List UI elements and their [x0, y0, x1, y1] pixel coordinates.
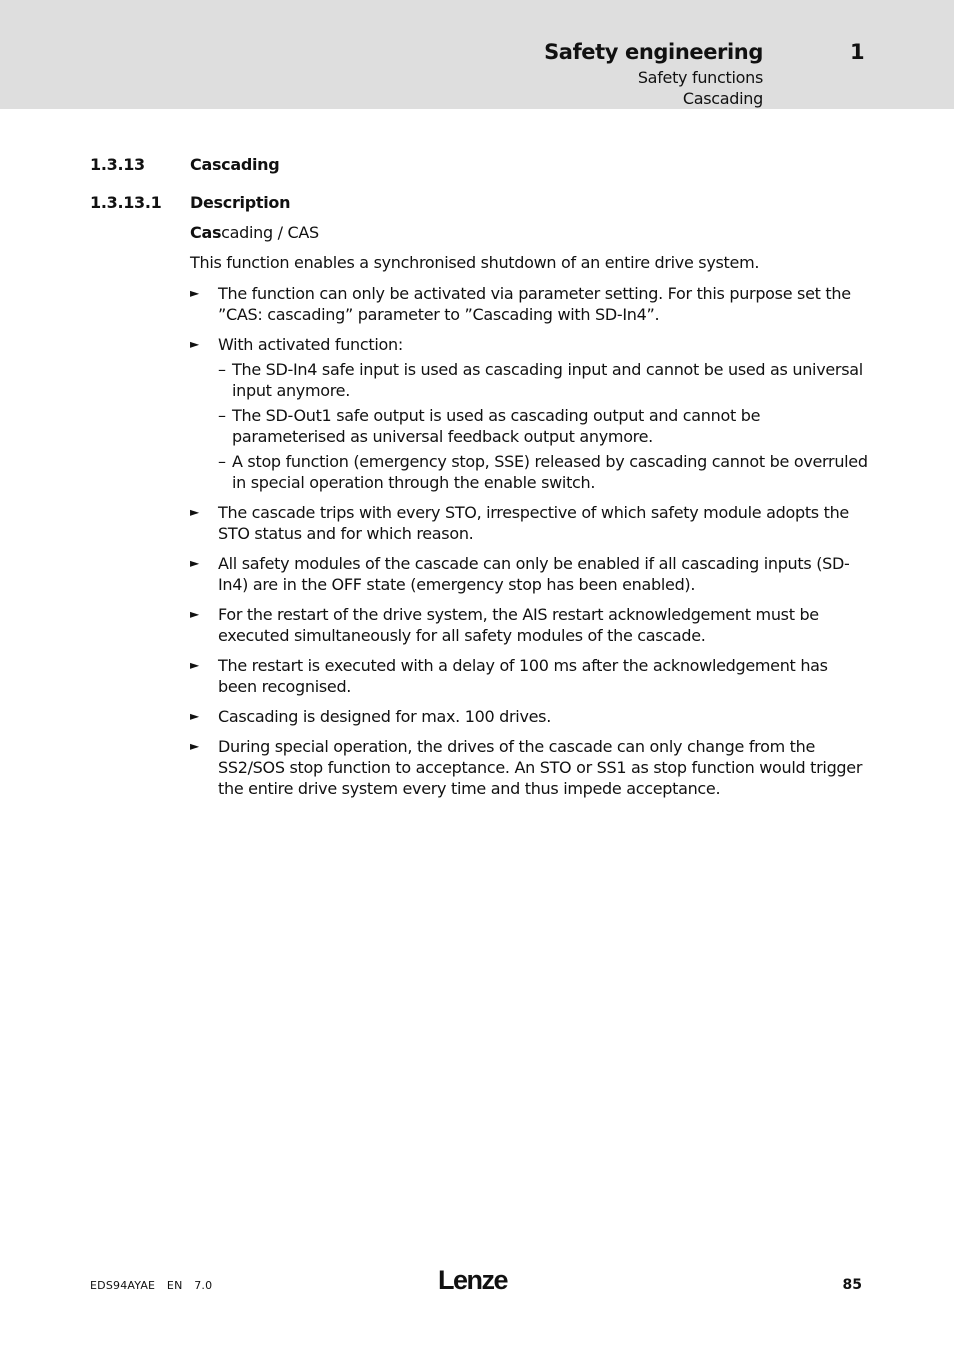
- bullet-arrow-icon: ►: [190, 607, 199, 621]
- list-item-text: All safety modules of the cascade can only be enabled if all cascading inputs (SD-In4) are in the OFF state (emergency stop has been enabled).: [218, 554, 850, 594]
- list-item: [190, 604, 870, 646]
- page-header: [0, 0, 954, 109]
- bullet-arrow-icon: ►: [190, 709, 199, 723]
- sub-list-item-text: The SD-In4 safe input is used as cascading input and cannot be used as universal input anymore.: [232, 360, 863, 400]
- list-item: [190, 706, 870, 727]
- abbreviation-rest: cading / CAS: [221, 223, 319, 242]
- chapter-number: 1: [850, 40, 865, 64]
- section-number: 1.3.13: [90, 155, 145, 174]
- list-item-text: The restart is executed with a delay of 100 ms after the acknowledgement has been recognised.: [218, 656, 828, 696]
- header-subtitle-topic: Cascading: [682, 89, 763, 108]
- bullet-arrow-icon: ►: [190, 505, 199, 519]
- bullet-arrow-icon: ►: [190, 556, 199, 570]
- bullet-arrow-icon: ►: [190, 658, 199, 672]
- abbreviation-bold: Cas: [190, 223, 222, 242]
- footer-document-info: [90, 1279, 220, 1292]
- dash-icon: –: [218, 406, 226, 425]
- list-item-text: Cascading is designed for max. 100 drives.: [218, 707, 551, 726]
- section-title: Cascading: [190, 155, 280, 174]
- dash-icon: –: [218, 360, 226, 379]
- header-subtitle-section: Safety functions: [637, 68, 763, 87]
- list-item-text: With activated function:: [218, 335, 403, 354]
- dash-icon: –: [218, 452, 226, 471]
- list-item-text: For the restart of the drive system, the AIS restart acknowledgement must be executed simultaneously for all safety modules of the cascade.: [218, 605, 819, 645]
- subsection-number: 1.3.13.1: [90, 193, 162, 212]
- bullet-arrow-icon: ►: [190, 739, 199, 753]
- list-item-text: The cascade trips with every STO, irrespective of which safety module adopts the STO status and for which reason.: [218, 503, 849, 543]
- list-item: [190, 553, 870, 595]
- bullet-arrow-icon: ►: [190, 337, 199, 351]
- list-item: [190, 334, 870, 493]
- list-item-text: During special operation, the drives of the cascade can only change from the SS2/SOS stop function to acceptance. An STO or SS1 as stop function would trigger the entire drive system every time and thus impede acceptance.: [218, 737, 863, 798]
- bullet-arrow-icon: ►: [190, 286, 199, 300]
- footer-version: 7.0: [194, 1279, 213, 1292]
- list-item: [190, 502, 870, 544]
- lenze-logo: Lenze: [438, 1265, 508, 1295]
- sub-list-item: [218, 405, 870, 447]
- subsection-title: Description: [190, 193, 291, 212]
- list-item: [190, 655, 870, 697]
- sub-list-item-text: The SD-Out1 safe output is used as cascading output and cannot be parameterised as universal feedback output anymore.: [232, 406, 761, 446]
- page-number: 85: [842, 1277, 862, 1293]
- abbreviation-line: [190, 223, 319, 242]
- sub-list: [218, 359, 870, 493]
- sub-list-item-text: A stop function (emergency stop, SSE) released by cascading cannot be overruled in special operation through the enable switch.: [232, 452, 868, 492]
- list-item: [190, 736, 870, 799]
- bullet-list: [190, 283, 870, 808]
- sub-list-item: [218, 451, 870, 493]
- intro-paragraph: This function enables a synchronised shutdown of an entire drive system.: [190, 253, 760, 272]
- footer-language: EN: [166, 1279, 183, 1292]
- list-item-text: The function can only be activated via parameter setting. For this purpose set the ”CAS: cascading” parameter to ”Cascading with SD-In4”.: [218, 284, 851, 324]
- list-item: [190, 283, 870, 325]
- sub-list-item: [218, 359, 870, 401]
- footer-doc-id: EDS94AYAE: [90, 1279, 156, 1292]
- header-title: Safety engineering: [544, 40, 763, 64]
